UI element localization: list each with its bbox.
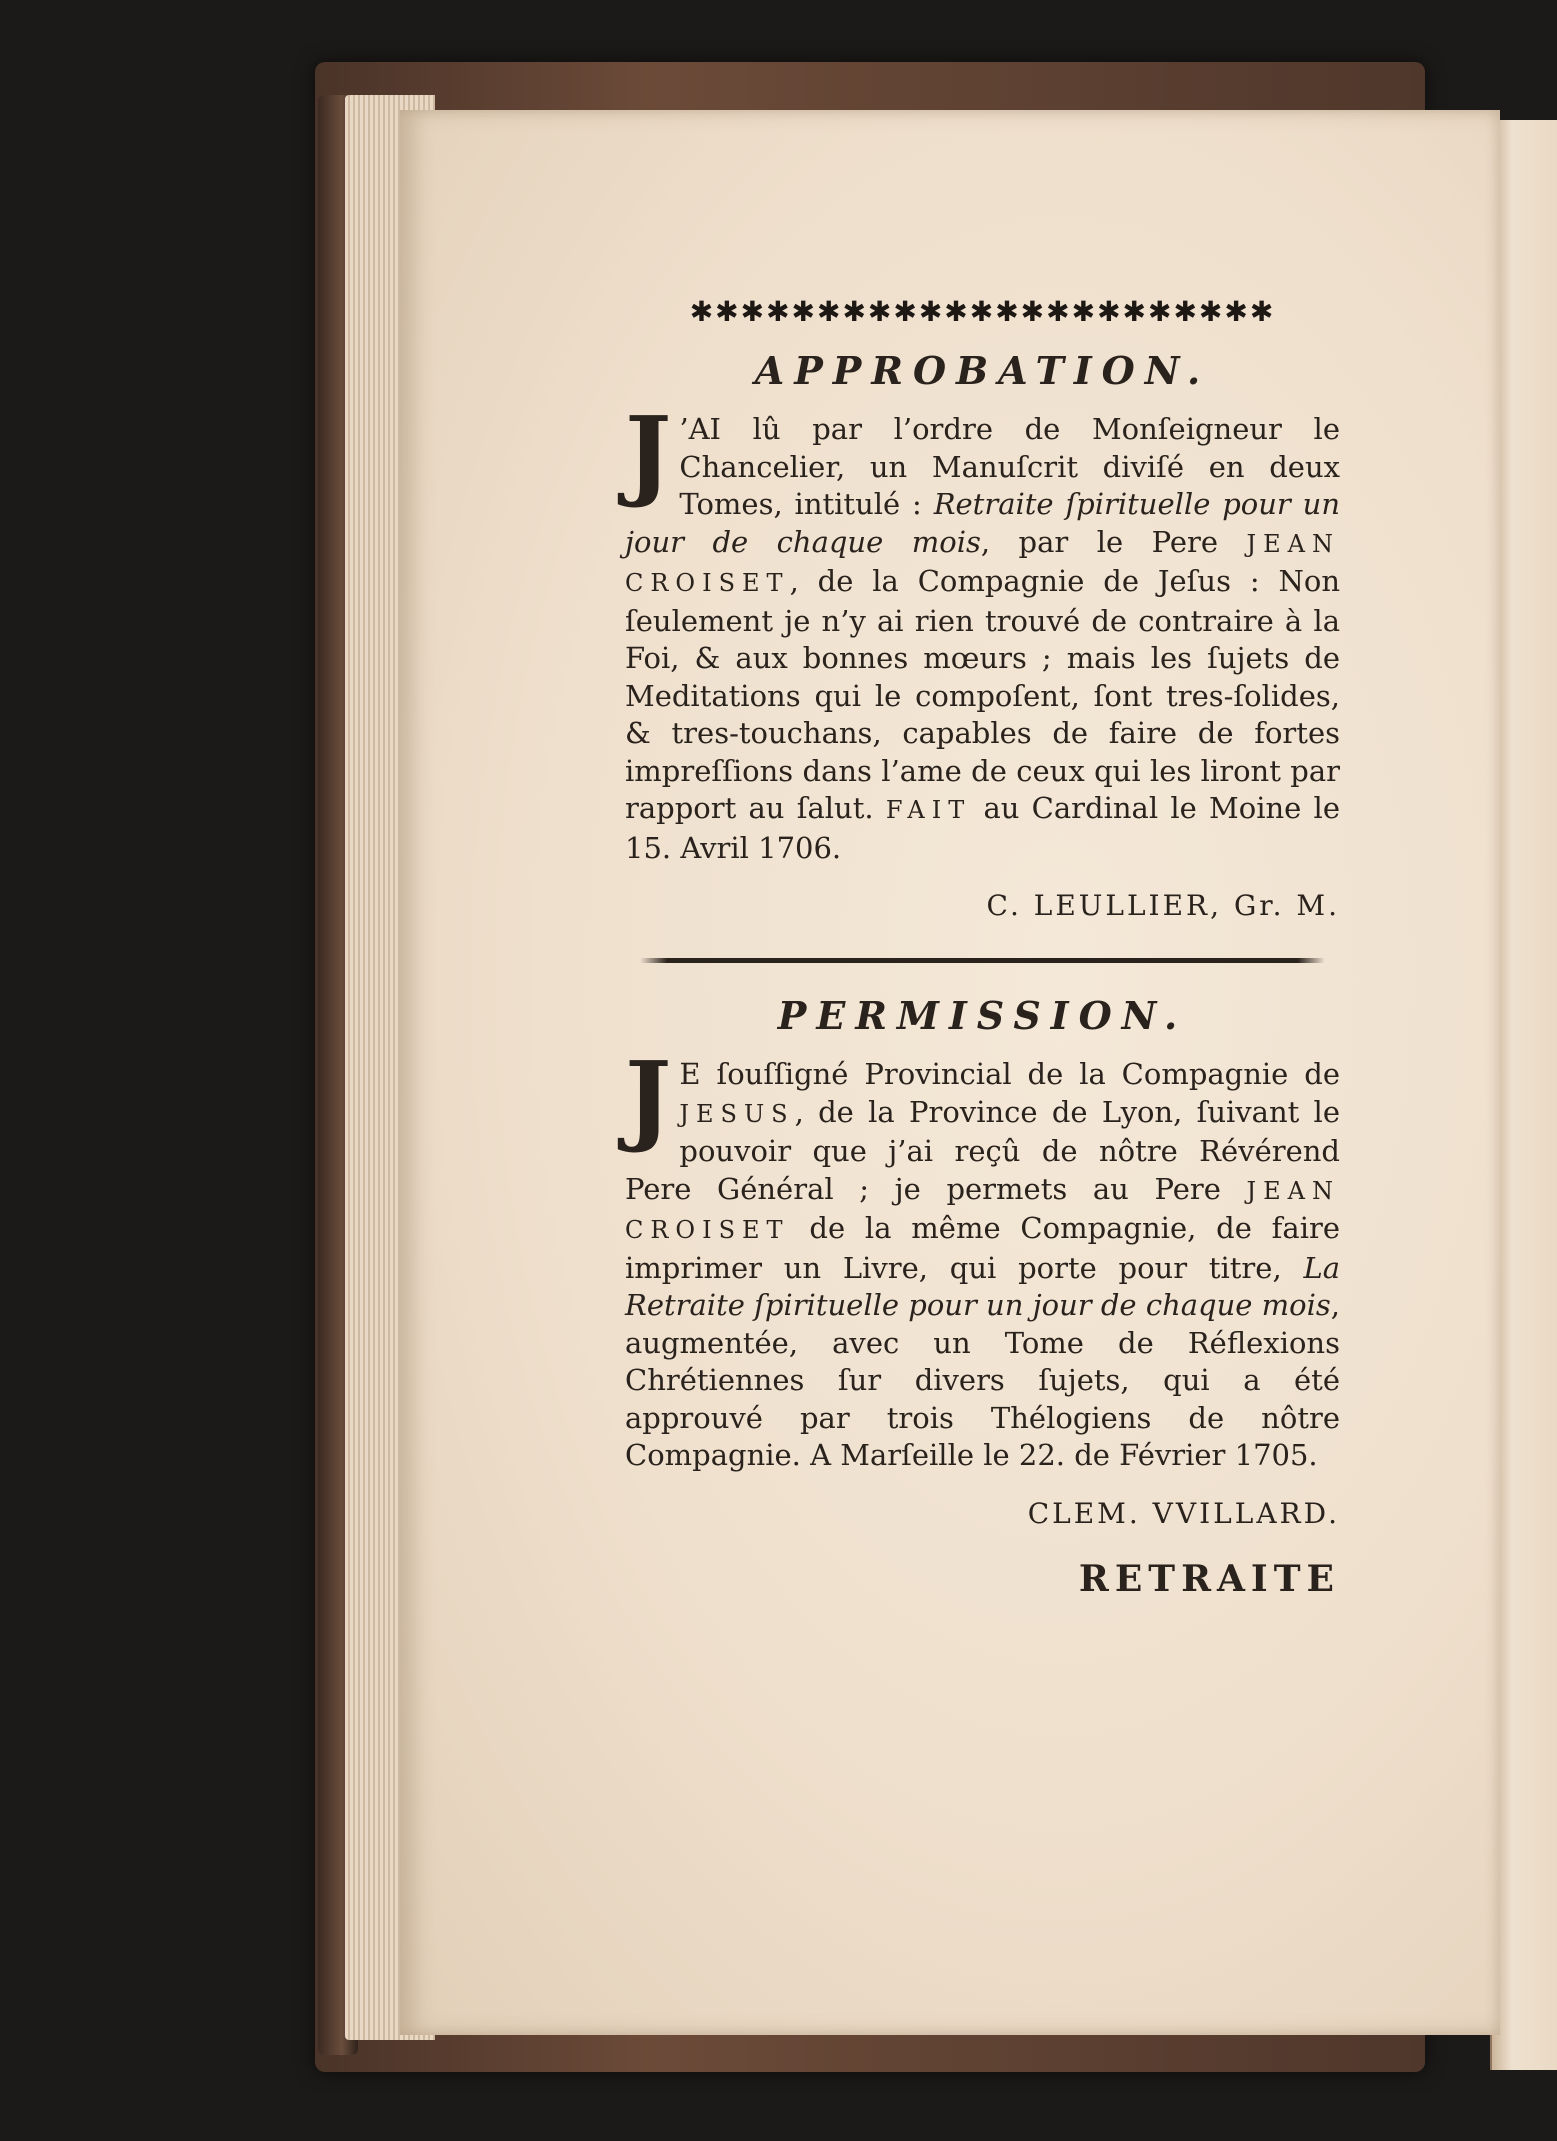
dropcap-approbation: J: [625, 396, 672, 511]
permission-text-2: , de la Province de Lyon, ſuivant le pouvoir que j’ai reçû de nôtre Révérend Pere Général ; je permets au Pere: [625, 1094, 1340, 1206]
permission-text: [625, 1041, 1340, 1475]
ornament-border: ✱✱✱✱✱✱✱✱✱✱✱✱✱✱✱✱✱✱✱✱✱✱✱: [689, 295, 1276, 328]
permission-text-3: de la même Compagnie, de faire imprimer un Livre, qui porte pour titre,: [625, 1211, 1340, 1285]
facing-page-edge: [1490, 120, 1557, 2070]
author-name-permission: JEAN CROISET: [625, 1176, 1340, 1244]
permission-text-4: , augmentée, avec un Tome de Réflexions Chrétiennes ſur divers ſujets, qui a été approuvé par trois Thélogiens de nôtre Compagnie. A Marſeille le 22. de Février 1705.: [625, 1288, 1340, 1472]
jesus-word: JESUS: [679, 1099, 795, 1128]
approbation-text-2: , par le Pere: [980, 524, 1247, 559]
fait-word: FAIT: [885, 796, 972, 824]
permission-signature: CLEM. VVILLARD.: [1027, 1496, 1340, 1530]
book-title-italic-permission: La Retraite ſpirituelle pour un jour de chaque mois: [625, 1250, 1340, 1322]
approbation-text-1: ’AI lû par l’ordre de Monſeigneur le Chancelier, un Manuſcrit diviſé en deux Tomes, intitulé :: [679, 412, 1340, 521]
approbation-signature: C. LEULLIER, Gr. M.: [986, 889, 1340, 922]
catchword: RETRAITE: [1078, 1557, 1340, 1600]
approbation-text-4: au Cardinal le Moine le 15. Avril 1706.: [625, 791, 1340, 865]
author-name: JEAN CROISET: [625, 529, 1340, 597]
book-title-italic: Retraite ſpirituelle pour un jour de chaque mois: [625, 487, 1340, 559]
approbation-text-3: , de la Compagnie de Jeſus : Non ſeulement je n’y ai rien trouvé de contraire à la Foi, & aux bonnes mœurs ; mais les ſujets de Meditations qui le compoſent, ſont tres-ſolides, & tres-touchans, capables de faire de fortes impreſſions dans l’ame de ceux qui les liront par rapport au ſalut.: [625, 564, 1340, 825]
page-content: [625, 295, 1340, 1600]
permission-text-1: E ſouſſigné Provincial de la Compagnie de: [679, 1057, 1340, 1091]
dropcap-permission: J: [625, 1041, 672, 1156]
approbation-heading: APPROBATION.: [754, 348, 1211, 393]
section-divider: [640, 958, 1325, 963]
approbation-text: [625, 396, 1340, 867]
permission-heading: PERMISSION.: [777, 993, 1188, 1038]
